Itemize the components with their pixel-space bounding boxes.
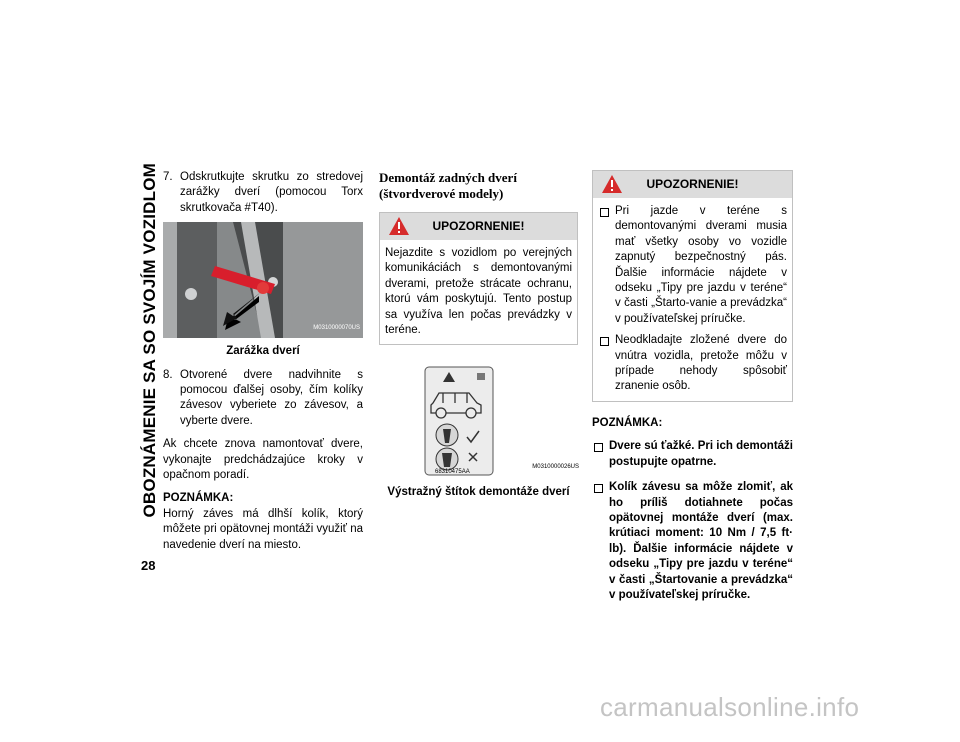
warning-box xyxy=(379,212,578,345)
step-7 xyxy=(163,170,363,216)
label-code: 68310475AA xyxy=(435,469,470,476)
bullet-square-icon xyxy=(600,208,609,217)
bullet-square-icon xyxy=(594,484,603,493)
figure-caption: Výstražný štítok demontáže dverí xyxy=(387,486,570,499)
note-title: POZNÁMKA: xyxy=(592,416,663,429)
image-code: M0310000070US xyxy=(313,324,360,331)
warning-header xyxy=(380,213,577,240)
warning-title: UPOZORNENIE! xyxy=(646,176,739,191)
step-number: 7. xyxy=(163,171,173,183)
bullet-square-icon xyxy=(594,443,603,452)
paragraph: Ak chcete znova namontovať dvere, vykonajte predchádzajúce kroky v opačnom poradí. xyxy=(163,438,363,482)
watermark: carmanualsonline.info xyxy=(600,692,860,722)
door-check-photo xyxy=(163,222,363,338)
column-left xyxy=(163,170,363,553)
warning-item: Neodkladajte zložené dvere do vnútra vozidla, pretože môžu v prípade nehody spôsobiť zranenie osôb. xyxy=(598,333,787,395)
page-number: 28 xyxy=(141,558,156,573)
warning-title: UPOZORNENIE! xyxy=(432,218,525,233)
note-title: POZNÁMKA: xyxy=(163,492,234,505)
warning-triangle-icon xyxy=(388,216,410,236)
image-code: M0310000026US xyxy=(532,464,579,471)
note-text: Horný záves má dlhší kolík, ktorý môžete pri opätovnej montáži využiť na navedenie dverí na miesto. xyxy=(163,507,363,551)
figure-caption: Zarážka dverí xyxy=(226,345,300,358)
section-heading: Demontáž zadných dverí (štvordverové modely) xyxy=(379,170,517,201)
step-text: Otvorené dvere nadvihnite s pomocou ďalšej osoby, čím kolíky závesov vyberiete zo závesov, a vyberte dvere. xyxy=(180,368,363,427)
warning-triangle-icon xyxy=(601,174,623,194)
warning-item: Pri jazde v teréne s demontovanými dverami musia mať všetky osoby vo vozidle zapnutý bezpečnostný pás. Ďalšie informácie nájdete v odseku „Tipy pre jazdu v teréne“ v časti „Štarto-vanie a prevádzka“ v používateľskej príručke. xyxy=(598,204,787,327)
column-middle xyxy=(379,170,578,501)
step-8 xyxy=(163,368,363,430)
warning-header xyxy=(593,171,792,198)
warning-text: Nejazdite s vozidlom po verejných komunikáciách s demontovanými dverami, pretože strácate ochranu, ktorú vám poskytujú. Tento postup sa využíva len počas prevádzky v teréne. xyxy=(385,247,572,337)
note-item: Dvere sú ťažké. Pri ich demontáži postupujte opatrne. xyxy=(592,439,793,470)
warning-box xyxy=(592,170,793,402)
side-section-title: OBOZNÁMENIE SA SO SVOJÍM VOZIDLOM xyxy=(140,162,159,518)
step-number: 8. xyxy=(163,368,173,381)
step-text: Odskrutkujte skrutku zo stredovej zarážky dverí (pomocou Torx skrutkovača #T40). xyxy=(180,171,363,214)
warning-list xyxy=(593,198,792,401)
bullet-square-icon xyxy=(600,337,609,346)
note-item: Kolík závesu sa môže zlomiť, ak ho príliš dotiahnete počas opätovnej montáže dverí (max. krútiaci moment: 10 Nm / 7,5 ft· lb). Ďalšie informácie nájdete v odseku „Tipy pre jazdu v teréne“ v časti „Štartovanie a prevádzka“ v používateľskej príručke. xyxy=(592,480,793,603)
door-warning-label-figure xyxy=(419,363,579,479)
column-right xyxy=(592,170,793,603)
